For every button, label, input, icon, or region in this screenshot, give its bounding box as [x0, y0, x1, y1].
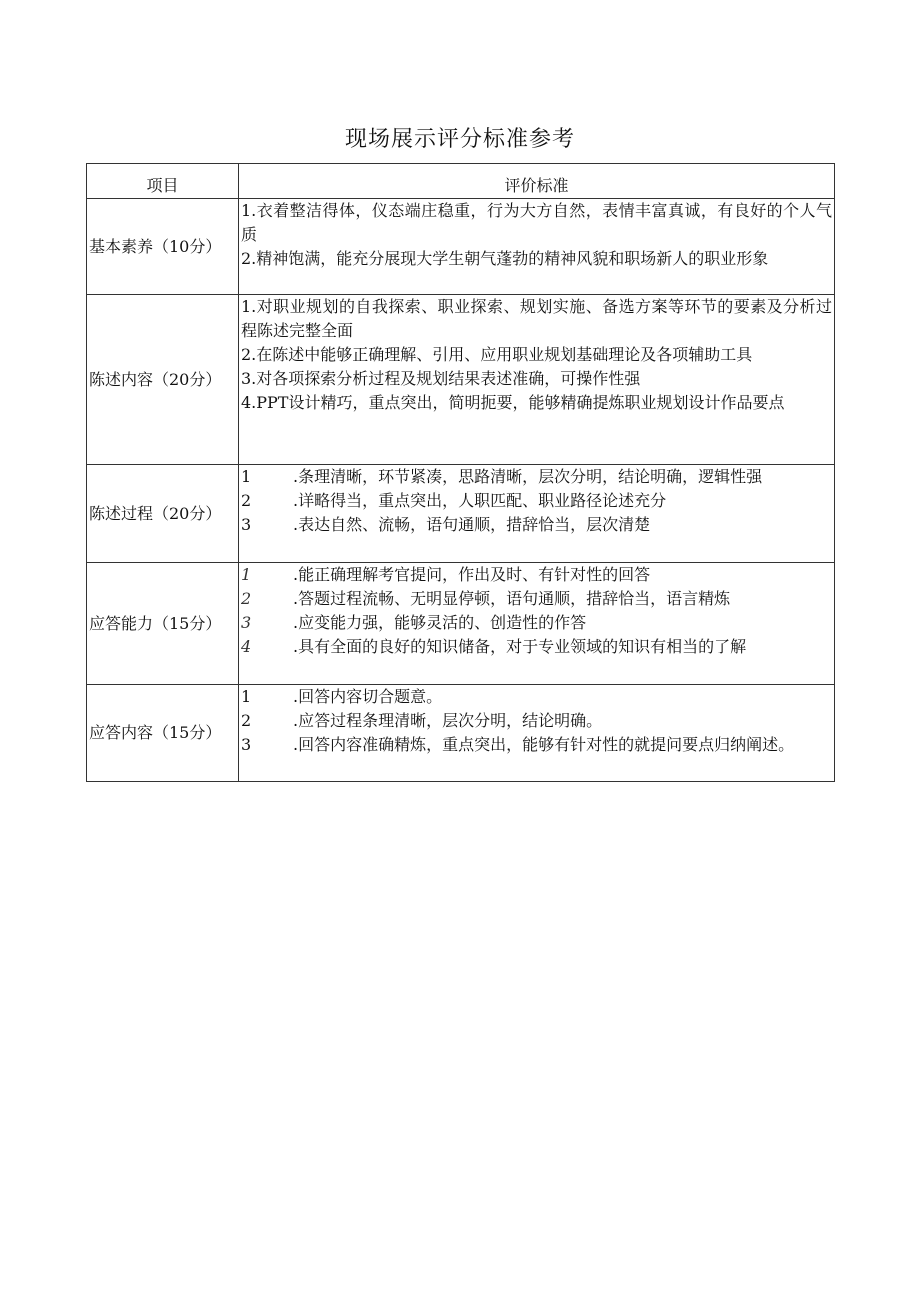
criteria-number: 1 [241, 467, 252, 486]
criteria-number: 2 [241, 589, 252, 608]
criteria-line: 1.衣着整洁得体，仪态端庄稳重，行为大方自然，表情丰富真诚，有良好的个人气质 [241, 201, 832, 244]
criteria-cell [239, 465, 835, 563]
table-row [87, 199, 835, 295]
item-cell: 基本素养（10分） [87, 199, 239, 295]
table-row [87, 295, 835, 465]
criteria-number: 2 [241, 491, 252, 510]
item-cell: 应答内容（15分） [87, 685, 239, 782]
criteria-line [241, 635, 832, 659]
criteria-number: 2 [241, 711, 252, 730]
scoring-criteria-table [86, 163, 835, 782]
criteria-text: .表达自然、流畅，语句通顺，措辞恰当，层次清楚 [293, 515, 651, 534]
criteria-text: .具有全面的良好的知识储备，对于专业领域的知识有相当的了解 [293, 637, 747, 656]
criteria-number: 4 [241, 637, 252, 656]
criteria-line: 1.对职业规划的自我探索、职业探索、规划实施、备选方案等环节的要素及分析过程陈述完整全面 [241, 297, 832, 340]
criteria-line: 4.PPT设计精巧，重点突出，简明扼要，能够精确提炼职业规划设计作品要点 [241, 393, 785, 412]
criteria-number: 3 [241, 735, 252, 754]
page-title: 现场展示评分标准参考 [344, 127, 575, 152]
criteria-line [241, 587, 832, 611]
criteria-text: .答题过程流畅、无明显停顿，语句通顺，措辞恰当，语言精炼 [293, 589, 731, 608]
criteria-cell [239, 685, 835, 782]
criteria-text: .详略得当，重点突出，人职匹配、职业路径论述充分 [293, 491, 667, 510]
criteria-cell [239, 295, 835, 465]
criteria-line [241, 733, 832, 757]
criteria-line: 2.精神饱满，能充分展现大学生朝气蓬勃的精神风貌和职场新人的职业形象 [241, 249, 769, 268]
item-cell: 陈述过程（20分） [87, 465, 239, 563]
criteria-number: 3 [241, 613, 252, 632]
table-row [87, 685, 835, 782]
item-cell: 应答能力（15分） [87, 563, 239, 685]
table-row [87, 563, 835, 685]
item-cell: 陈述内容（20分） [87, 295, 239, 465]
criteria-text: .能正确理解考官提问，作出及时、有针对性的回答 [293, 565, 651, 584]
criteria-line [241, 611, 832, 635]
criteria-cell [239, 199, 835, 295]
header-item: 项目 [87, 164, 239, 199]
criteria-number: 3 [241, 515, 252, 534]
table-row [87, 465, 835, 563]
header-criteria: 评价标准 [239, 164, 835, 199]
criteria-text: .回答内容切合题意。 [293, 687, 443, 706]
criteria-text: .应答过程条理清晰，层次分明，结论明确。 [293, 711, 603, 730]
criteria-number: 1 [241, 687, 252, 706]
criteria-line: 2.在陈述中能够正确理解、引用、应用职业规划基础理论及各项辅助工具 [241, 345, 753, 364]
criteria-text: .回答内容准确精炼，重点突出，能够有针对性的就提问要点归纳阐述。 [293, 735, 795, 754]
criteria-text: .条理清晰，环节紧凑，思路清晰，层次分明，结论明确，逻辑性强 [293, 467, 763, 486]
criteria-text: .应变能力强，能够灵活的、创造性的作答 [293, 613, 587, 632]
criteria-line [241, 513, 832, 537]
criteria-line [241, 685, 832, 709]
criteria-cell [239, 563, 835, 685]
criteria-number: 1 [241, 565, 252, 584]
criteria-line [241, 465, 832, 489]
table-header-row [87, 164, 835, 199]
criteria-line [241, 709, 832, 733]
criteria-line [241, 563, 832, 587]
criteria-line [241, 489, 832, 513]
criteria-line: 3.对各项探索分析过程及规划结果表述准确，可操作性强 [241, 369, 641, 388]
